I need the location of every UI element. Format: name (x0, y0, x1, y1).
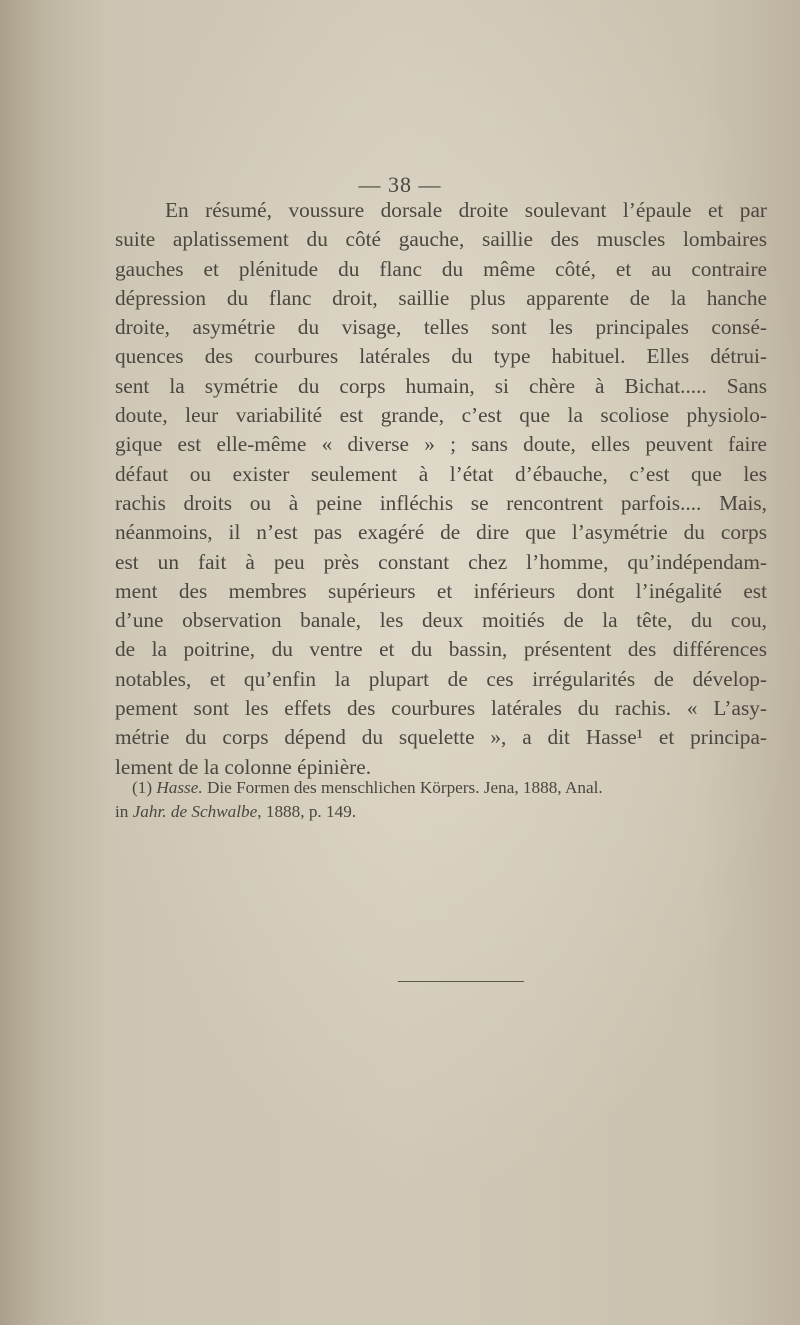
text-line: quences des courbures latérales du type habituel. Elles détrui- (115, 344, 767, 369)
text-line: d’une observation banale, les deux moitiés de la tête, du cou, (115, 608, 767, 633)
text-line: doute, leur variabilité est grande, c’est que la scoliose physiolo- (115, 403, 767, 428)
footnote-line (115, 776, 767, 800)
text-line: de la poitrine, du ventre et du bassin, présentent des différences (115, 637, 767, 662)
section-divider (398, 981, 524, 982)
text-line: notables, et qu’enfin la plupart de ces irrégularités de dévelop- (115, 666, 767, 691)
text-line: est un fait à peu près constant chez l’homme, qu’indépendam- (115, 549, 767, 574)
footnote-line (115, 800, 767, 824)
footnote-text: Die Formen des menschlichen Körpers. Jena, 1888, Anal. (202, 778, 603, 797)
text-line: métrie du corps dépend du squelette », a dit Hasse¹ et principa- (115, 725, 767, 750)
text-line: En résumé, voussure dorsale droite soulevant l’épaule et par (165, 198, 767, 222)
text-line: néanmoins, il n’est pas exagéré de dire que l’asymétrie du corps (115, 520, 767, 545)
text-line: droite, asymétrie du visage, telles sont les principales consé- (115, 315, 767, 340)
text-line: gauches et plénitude du flanc du même côté, et au contraire (115, 256, 767, 281)
footnote-prefix: in (115, 801, 133, 821)
footnote-author: Hasse. (156, 778, 203, 797)
text-line: suite aplatissement du côté gauche, saillie des muscles lombaires (115, 227, 767, 252)
text-line: défaut ou exister seulement à l’état d’ébauche, c’est que les (115, 461, 767, 486)
body-paragraph (115, 196, 767, 782)
text-line: ment des membres supérieurs et inférieurs dont l’inégalité est (115, 578, 767, 603)
text-line: lement de la colonne épinière. (115, 754, 372, 779)
footnote-suffix: , 1888, p. 149. (257, 801, 357, 821)
footnote-journal: Jahr. de Schwalbe (132, 801, 258, 821)
footnote (115, 776, 767, 823)
text-line: rachis droits ou à peine infléchis se rencontrent parfois.... Mais, (115, 490, 767, 515)
page-number: — 38 — (358, 172, 442, 197)
text-line: dépression du flanc droit, saillie plus apparente de la hanche (115, 285, 767, 310)
text-line: sent la symétrie du corps humain, si chère à Bichat..... Sans (115, 373, 767, 398)
footnote-marker: (1) (132, 778, 153, 797)
text-line: pement sont les effets des courbures latérales du rachis. « L’asy- (115, 696, 767, 721)
text-line: gique est elle-même « diverse » ; sans doute, elles peuvent faire (115, 432, 767, 457)
